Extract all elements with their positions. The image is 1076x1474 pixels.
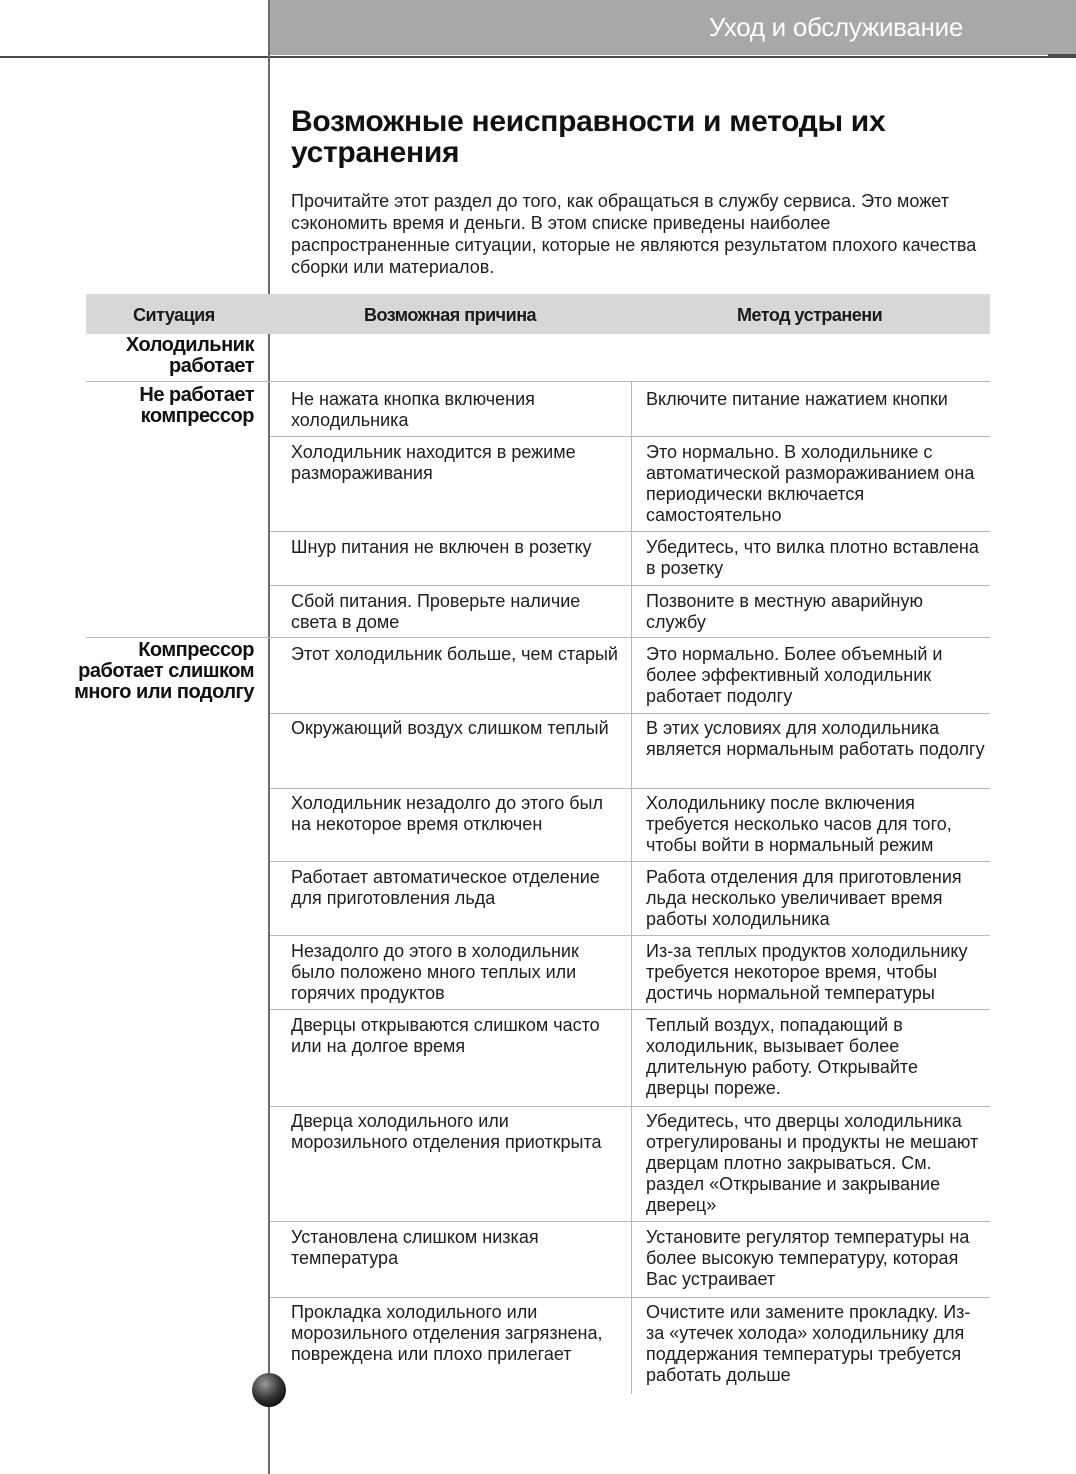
- row-divider: [270, 935, 990, 936]
- row-divider: [270, 713, 990, 714]
- row-divider: [270, 1106, 990, 1107]
- fix-cell: Очистите или замените прокладку. Из-за «утечек холода» холодильнику для поддержания температуры требуется работать дольше: [646, 1302, 971, 1385]
- cause-cell: Холодильник незадолго до этого был на некоторое время отключен: [291, 793, 603, 834]
- table-header: [86, 294, 990, 334]
- margin-rule: [268, 0, 270, 1474]
- cause-cell: Сбой питания. Проверьте наличие света в доме: [291, 591, 581, 632]
- cause-cell: Этот холодильник больше, чем старый: [291, 644, 618, 664]
- situation-label: Не работает компрессор: [139, 384, 254, 427]
- header-rule: [0, 56, 1076, 58]
- cause-cell: Холодильник находится в режиме размораживания: [291, 442, 576, 483]
- fix-cell: Убедитесь, что дверцы холодильника отрегулированы и продукты не мешают дверцам плотно закрываться. См. раздел «Открывание и закрывание дверец»: [646, 1111, 979, 1215]
- cause-cell: Незадолго до этого в холодильник было положено много теплых или горячих продуктов: [291, 941, 579, 1003]
- fix-cell: Из-за теплых продуктов холодильнику требуется некоторое время, чтобы достичь нормальной температуры: [646, 941, 968, 1003]
- row-divider: [270, 436, 990, 437]
- fix-cell: Убедитесь, что вилка плотно вставлена в розетку: [646, 537, 979, 578]
- row-divider: [270, 861, 990, 862]
- header-rule-accent: [1048, 54, 1076, 56]
- row-divider: [270, 585, 990, 586]
- row-divider: [86, 637, 990, 638]
- cause-cell: Установлена слишком низкая температура: [291, 1227, 539, 1268]
- cause-cell: Шнур питания не включен в розетку: [291, 537, 592, 557]
- row-divider: [270, 1221, 990, 1222]
- header-bar: [269, 0, 1076, 55]
- fix-cell: Позвоните в местную аварийную службу: [646, 591, 923, 632]
- fix-cell: Включите питание нажатием кнопки: [646, 389, 948, 409]
- cause-cell: Дверца холодильного или морозильного отделения приоткрыта: [291, 1111, 602, 1152]
- fix-cell: Установите регулятор температуры на более высокую температуру, которая Вас устраивает: [646, 1227, 970, 1289]
- page-title: Возможные неисправности и методы их устранения: [291, 105, 886, 169]
- fix-cell: Это нормально. Более объемный и более эффективный холодильник работает подолгу: [646, 644, 943, 706]
- fix-cell: Это нормально. В холодильнике с автоматической размораживанием она периодически включается самостоятельно: [646, 442, 975, 525]
- situation-label: Компрессор работает слишком много или подолгу: [74, 639, 254, 703]
- fix-cell: В этих условиях для холодильника является нормальным работать подолгу: [646, 718, 985, 759]
- row-divider: [86, 381, 990, 382]
- group-label: Холодильник работает: [125, 334, 254, 377]
- header-cause: Возможная причина: [364, 305, 537, 325]
- row-divider: [270, 788, 990, 789]
- cause-cell: Дверцы открываются слишком часто или на долгое время: [291, 1015, 600, 1056]
- header-fix: Метод устранени: [737, 305, 883, 325]
- intro-paragraph: Прочитайте этот раздел до того, как обращаться в службу сервиса. Это может сэкономить время и деньги. В этом списке приведены наиболее распространенные ситуации, которые не являются результатом плохого качества сборки или материалов.: [291, 191, 977, 277]
- header-situation: Ситуация: [133, 305, 215, 325]
- row-divider: [270, 531, 990, 532]
- section-title: Уход и обслуживание: [708, 12, 963, 42]
- row-divider: [270, 1297, 990, 1298]
- column-divider: [631, 381, 632, 1394]
- fix-cell: Работа отделения для приготовления льда несколько увеличивает время работы холодильника: [646, 867, 962, 929]
- page-marker-dot: [252, 1373, 286, 1407]
- cause-cell: Не нажата кнопка включения холодильника: [291, 389, 535, 430]
- cause-cell: Окружающий воздух слишком теплый: [291, 718, 609, 738]
- fix-cell: Теплый воздух, попадающий в холодильник, вызывает более длительную работу. Открывайте дверцы пореже.: [646, 1015, 918, 1098]
- fix-cell: Холодильнику после включения требуется несколько часов для того, чтобы войти в нормальный режим: [646, 793, 952, 855]
- row-divider: [270, 1009, 990, 1010]
- cause-cell: Работает автоматическое отделение для приготовления льда: [291, 867, 600, 908]
- cause-cell: Прокладка холодильного или морозильного отделения загрязнена, повреждена или плохо прилегает: [291, 1302, 603, 1364]
